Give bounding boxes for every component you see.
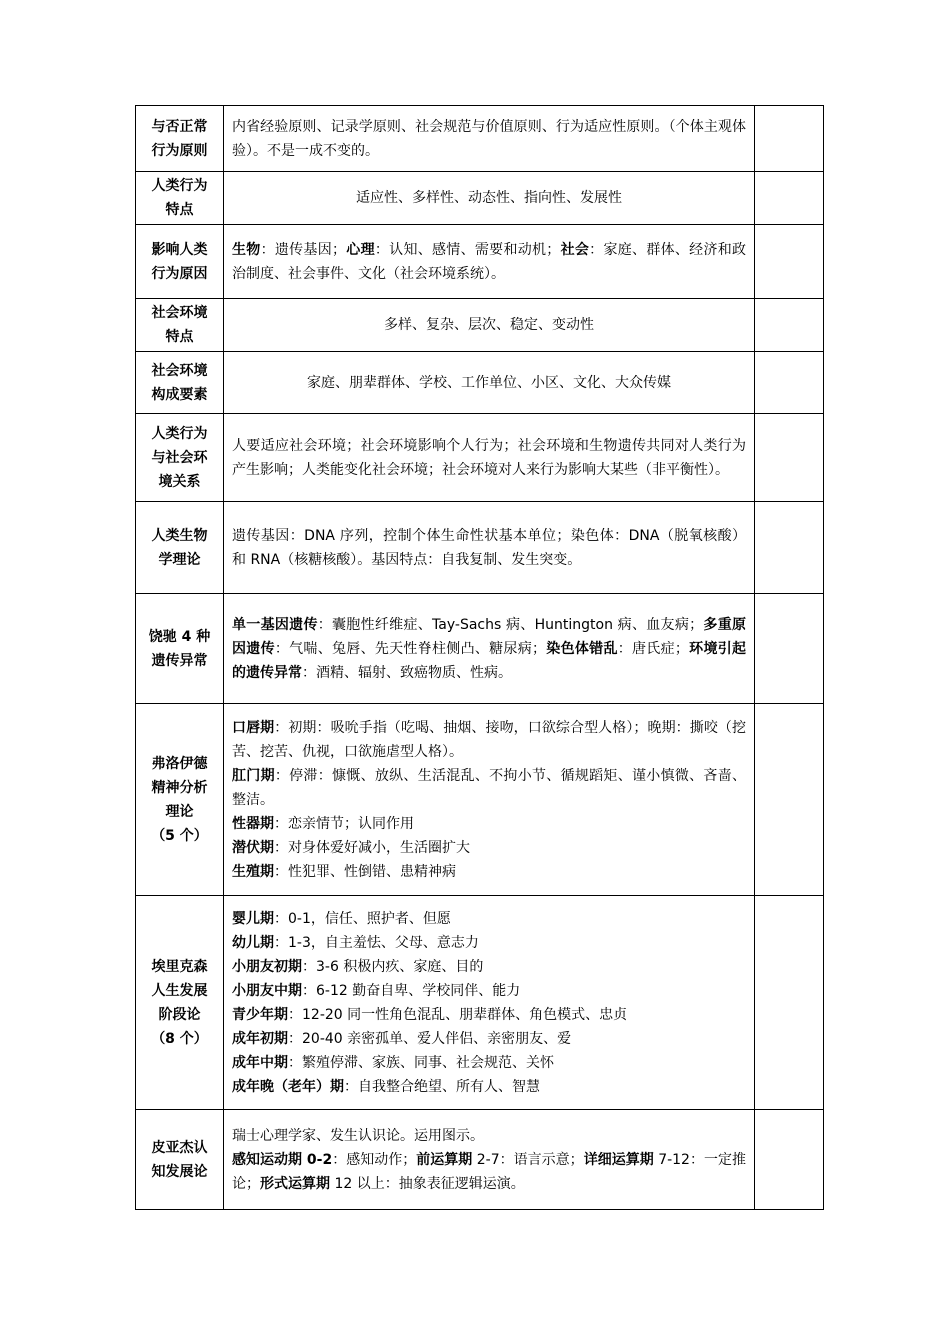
bold-term: 环境引起的遗传异常 [232,640,747,681]
content-line [232,931,746,955]
table-row [136,414,824,502]
bold-term: 青少年期 [232,1006,288,1023]
content-text: ：酒精、辐射、致癌物质、性病。 [302,664,512,681]
row-label-line: 特点 [165,329,194,345]
row-label-line: 埃里克森 [151,958,208,975]
bold-term: 染色体错乱 [546,640,618,657]
content-text: ：停滞：慷慨、放纵、生活混乱、不拘小节、循规蹈矩、谨小慎微、吝啬、整洁。 [232,767,747,808]
notes-table-body [136,106,824,1210]
empty-cell [755,299,824,352]
bold-term: 单一基因遗传 [232,616,318,633]
content-line [232,186,746,210]
content-line [232,812,746,836]
empty-cell [755,172,824,225]
content-text: 2-7：语言示意； [472,1151,584,1168]
content-text: 人要适应社会环境；社会环境影响个人行为；社会环境和生物遗传共同对人类行为产生影响；人类能变化社会环境；社会环境对人来行为影响大某些（非平衡性）。 [232,437,746,478]
bold-term: 心理 [346,241,375,258]
content-text: 遗传基因：DNA 序列，控制个体生命性状基本单位；染色体：DNA（脱氧核酸）和 RNA（核糖核酸）。基因特点：自我复制、发生突变。 [232,527,746,568]
table-row [136,352,824,414]
row-content [224,225,755,299]
row-label-line: 弗洛伊德 [151,755,208,772]
bold-term: 成年中期 [232,1054,288,1071]
table-row [136,172,824,225]
content-text: ：唐氏症； [617,640,689,657]
row-label-line: 境关系 [158,473,201,490]
row-label-line: 行为原则 [151,142,208,159]
content-text: ：1-3，自主羞怯、父母、意志力 [274,934,479,951]
content-line [232,1051,746,1075]
row-label-line: 行为原因 [151,265,208,282]
row-label [136,502,224,594]
row-label [136,299,224,352]
content-text: ：恋亲情节；认同作用 [274,815,414,832]
row-label [136,1110,224,1210]
row-label [136,896,224,1110]
row-label-line: 皮亚杰认 [151,1139,208,1156]
row-label [136,106,224,172]
row-label-line: 社会环境 [151,362,208,379]
content-text: ：3-6 积极内疚、家庭、目的 [302,958,484,975]
bold-term: 口唇期 [232,719,275,736]
content-line [232,716,746,764]
content-text: ：囊胞性纤维症、Tay-Sachs 病、Huntington 病、血友病； [317,616,704,633]
bold-term: 前运算期 [416,1151,473,1168]
content-line [232,1027,746,1051]
row-label [136,352,224,414]
table-row [136,106,824,172]
content-line [232,1075,746,1099]
row-label-line: 精神分析 [151,779,208,796]
empty-cell [755,1110,824,1210]
row-content [224,594,755,704]
row-label [136,704,224,896]
bold-term: 小朋友初期 [232,958,302,975]
bold-term: 性器期 [232,815,274,832]
row-label [136,594,224,704]
content-line [232,860,746,884]
bold-term: 详细运算期 [583,1151,654,1168]
content-text: 家庭、朋辈群体、学校、工作单位、小区、文化、大众传媒 [307,374,671,391]
content-text: 内省经验原则、记录学原则、社会规范与价值原则、行为适应性原则。（个体主观体验）。不是一成不变的。 [232,118,746,159]
table-row [136,704,824,896]
row-label-line: 与否正常 [151,118,208,135]
content-text: ：气喘、兔唇、先天性脊柱侧凸、糖尿病； [274,640,547,657]
table-row [136,299,824,352]
content-line [232,238,746,286]
content-text: ：感知动作； [332,1151,417,1168]
row-label [136,414,224,502]
row-label-line: 与社会环 [151,449,208,466]
row-label-line: 人类生物 [151,527,208,544]
empty-cell [755,704,824,896]
bold-term: 多重原因遗传 [232,616,746,657]
row-label-line: （5 个） [151,827,208,844]
empty-cell [755,106,824,172]
row-label [136,172,224,225]
row-content [224,172,755,225]
content-line [232,434,746,482]
bold-term: 小朋友中期 [232,982,302,999]
table-row [136,594,824,704]
content-text: ：遗传基因； [260,241,347,258]
notes-table [135,105,824,1210]
empty-cell [755,594,824,704]
content-text: 12 以上：抽象表征逻辑运演。 [330,1175,525,1192]
bold-term: 幼儿期 [232,934,274,951]
bold-term: 婴儿期 [232,910,274,927]
table-row [136,1110,824,1210]
content-text: ：家庭、群体、经济和政治制度、社会事件、文化（社会环境系统）。 [232,241,747,282]
row-label [136,225,224,299]
content-line [232,979,746,1003]
row-label-line: 理论 [165,803,194,820]
table-row [136,502,824,594]
content-text: 7-12：一定推论； [232,1151,746,1192]
row-content [224,414,755,502]
row-label-line: 影响人类 [151,241,208,258]
bold-term: 肛门期 [232,767,275,784]
content-line [232,524,746,572]
table-row [136,896,824,1110]
row-content [224,896,755,1110]
empty-cell [755,502,824,594]
bold-term: 成年初期 [232,1030,288,1047]
content-line [232,955,746,979]
content-line [232,1148,746,1196]
row-content [224,106,755,172]
content-line [232,613,746,685]
bold-term: 社会 [560,241,590,258]
bold-term: 潜伏期 [232,839,274,856]
table-row [136,225,824,299]
bold-term: 成年晚（老年）期 [232,1078,344,1095]
content-line [232,371,746,395]
row-label-line: 人生发展 [151,982,208,999]
content-text: ：对身体爱好减小，生活圈扩大 [274,839,470,856]
content-text: 瑞士心理学家、发生认识论。运用图示。 [232,1127,484,1144]
row-label-line: 知发展论 [151,1163,208,1180]
row-label-line: 饶驰 4 种 [148,628,211,645]
content-text: ：6-12 勤奋自卑、学校同伴、能力 [302,982,521,999]
content-line [232,313,746,337]
empty-cell [755,414,824,502]
row-label-line: 社会环境 [151,305,208,321]
content-line [232,764,746,812]
content-line [232,907,746,931]
bold-term: 感知运动期 0-2 [232,1151,333,1168]
content-text: ：12-20 同一性角色混乱、朋辈群体、角色模式、忠贞 [288,1006,628,1023]
row-label-line: 遗传异常 [151,652,208,669]
content-text: ：20-40 亲密孤单、爱人伴侣、亲密朋友、爱 [288,1030,572,1047]
content-text: ：初期：吸吮手指（吃喝、抽烟、接吻，口欲综合型人格）；晚期：撕咬（挖苦、挖苦、仇视，口欲施虐型人格）。 [232,719,746,760]
bold-term: 生物 [232,241,261,258]
row-content [224,352,755,414]
content-text: ：性犯罪、性倒错、患精神病 [274,863,456,880]
content-line [232,115,746,163]
content-text: 多样、复杂、层次、稳定、变动性 [384,317,594,333]
row-label-line: 构成要素 [151,386,208,403]
content-text: ：繁殖停滞、家族、同事、社会规范、关怀 [288,1054,554,1071]
bold-term: 形式运算期 [260,1175,330,1192]
row-label-line: （8 个） [151,1030,208,1047]
row-label-line: 阶段论 [158,1006,201,1023]
content-line [232,1124,746,1148]
row-label-line: 人类行为 [151,425,208,442]
content-line [232,1003,746,1027]
content-text: ：自我整合绝望、所有人、智慧 [344,1078,540,1095]
row-label-line: 学理论 [158,551,201,568]
row-content [224,1110,755,1210]
content-line [232,836,746,860]
row-label-line: 特点 [165,202,194,218]
row-content [224,704,755,896]
empty-cell [755,352,824,414]
empty-cell [755,225,824,299]
row-label-line: 人类行为 [151,178,208,194]
row-content [224,502,755,594]
content-text: ：认知、感情、需要和动机； [374,241,561,258]
row-content [224,299,755,352]
content-text: ：0-1，信任、照护者、但愿 [274,910,451,927]
content-text: 适应性、多样性、动态性、指向性、发展性 [356,190,622,206]
empty-cell [755,896,824,1110]
bold-term: 生殖期 [232,863,274,880]
